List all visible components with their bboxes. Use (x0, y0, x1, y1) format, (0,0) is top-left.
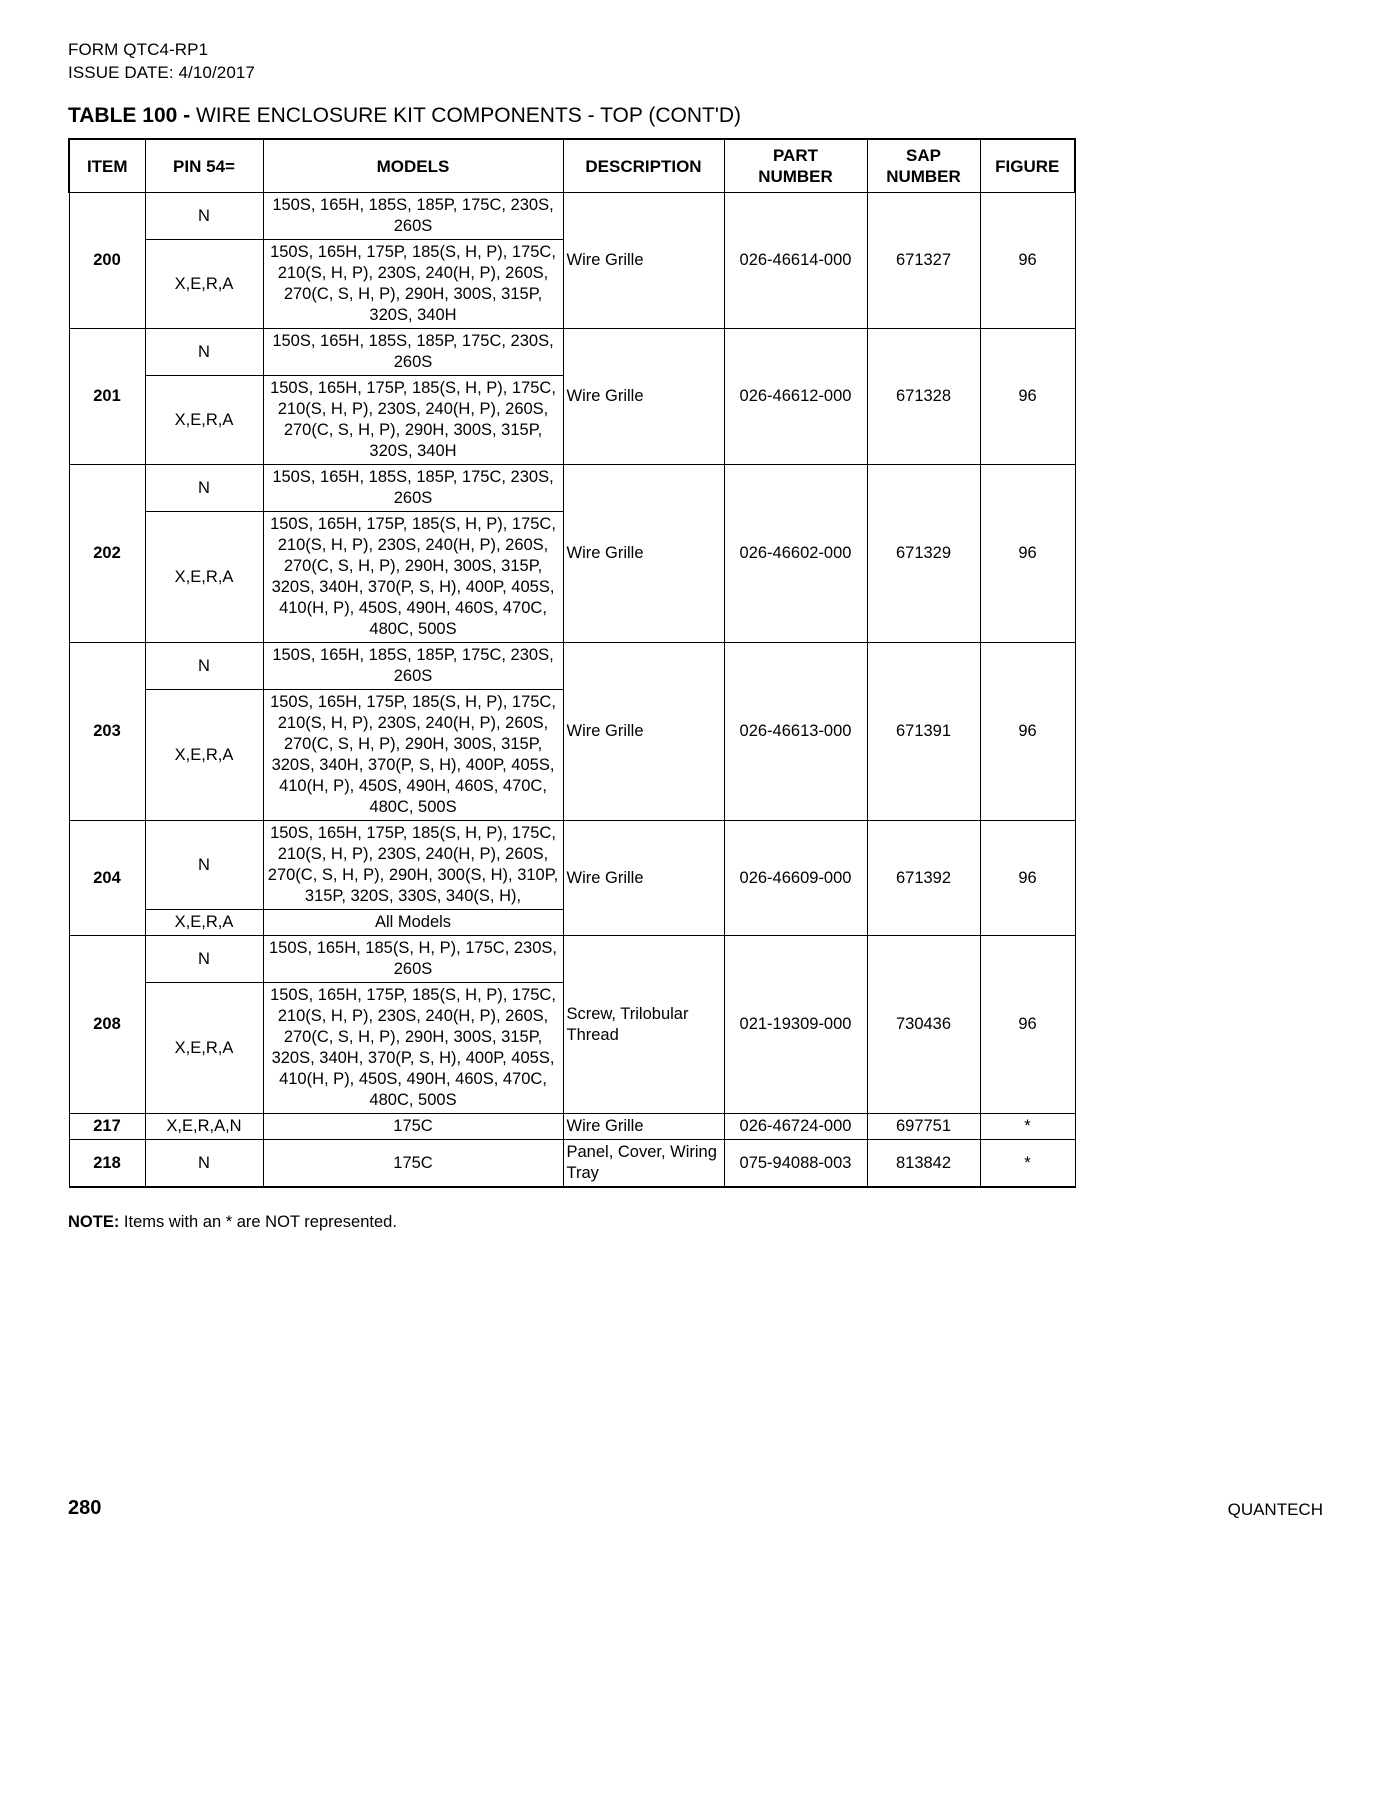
cell-pin: N (145, 465, 263, 512)
cell-models: 150S, 165H, 175P, 185(S, H, P), 175C, 210(S, H, P), 230S, 240(H, P), 260S, 270(C, S, H, P), 290H, 300S, 315P, 320S, 340H, 370(P, S, H), 400P, 405S, 410(H, P), 450S, 490H, 460S, 470C, 480C, 500S (263, 983, 563, 1114)
cell-pin: N (145, 329, 263, 376)
cell-description: Screw, Trilobular Thread (563, 936, 724, 1114)
cell-sap-number: 730436 (867, 936, 980, 1114)
column-header-figure: FIGURE (980, 139, 1075, 193)
cell-models: 150S, 165H, 175P, 185(S, H, P), 175C, 210(S, H, P), 230S, 240(H, P), 260S, 270(C, S, H, P), 290H, 300S, 315P, 320S, 340H, 370(P, S, H), 400P, 405S, 410(H, P), 450S, 490H, 460S, 470C, 480C, 500S (263, 690, 563, 821)
cell-pin: X,E,R,A (145, 240, 263, 329)
cell-part-number: 026-46612-000 (724, 329, 867, 465)
cell-description: Wire Grille (563, 193, 724, 329)
cell-pin: X,E,R,A,N (145, 1114, 263, 1140)
cell-sap-number: 671329 (867, 465, 980, 643)
cell-part-number: 026-46613-000 (724, 643, 867, 821)
cell-pin: N (145, 1140, 263, 1188)
column-header-models: MODELS (263, 139, 563, 193)
issue-date: ISSUE DATE: 4/10/2017 (68, 63, 255, 82)
column-header-sap-number (867, 139, 980, 193)
cell-models: 150S, 165H, 185S, 185P, 175C, 230S, 260S (263, 193, 563, 240)
cell-figure: 96 (980, 936, 1075, 1114)
cell-part-number: 026-46609-000 (724, 821, 867, 936)
cell-item: 202 (69, 465, 145, 643)
table-row (69, 465, 1075, 512)
table-row (69, 936, 1075, 983)
table-row (69, 821, 1075, 910)
cell-part-number: 026-46724-000 (724, 1114, 867, 1140)
cell-part-number: 026-46602-000 (724, 465, 867, 643)
cell-figure: * (980, 1140, 1075, 1188)
cell-figure: 96 (980, 329, 1075, 465)
cell-item: 201 (69, 329, 145, 465)
table-title-label: TABLE 100 - (68, 104, 191, 127)
cell-figure: 96 (980, 193, 1075, 329)
cell-models: 150S, 165H, 185S, 185P, 175C, 230S, 260S (263, 465, 563, 512)
parts-table (68, 138, 1076, 1188)
cell-part-number: 021-19309-000 (724, 936, 867, 1114)
part-number-line2: NUMBER (758, 167, 833, 186)
cell-figure: 96 (980, 821, 1075, 936)
column-header-part-number (724, 139, 867, 193)
cell-description: Wire Grille (563, 1114, 724, 1140)
cell-pin: X,E,R,A (145, 690, 263, 821)
cell-pin: N (145, 936, 263, 983)
cell-pin: X,E,R,A (145, 910, 263, 936)
cell-part-number: 075-94088-003 (724, 1140, 867, 1188)
table-header-row (69, 139, 1075, 193)
cell-sap-number: 671327 (867, 193, 980, 329)
table-row (69, 1140, 1075, 1188)
cell-figure: 96 (980, 465, 1075, 643)
note-label: NOTE: (68, 1213, 120, 1231)
cell-sap-number: 697751 (867, 1114, 980, 1140)
cell-item: 203 (69, 643, 145, 821)
page-number: 280 (68, 1497, 102, 1519)
cell-item: 208 (69, 936, 145, 1114)
cell-models: 175C (263, 1140, 563, 1188)
cell-sap-number: 813842 (867, 1140, 980, 1188)
cell-pin: N (145, 643, 263, 690)
table-title-text: WIRE ENCLOSURE KIT COMPONENTS - TOP (CONT'D) (190, 104, 741, 127)
part-number-line1: PART (772, 146, 818, 165)
document-header (68, 38, 255, 84)
note-text: Items with an * are NOT represented. (119, 1213, 397, 1231)
cell-sap-number: 671391 (867, 643, 980, 821)
cell-description: Wire Grille (563, 465, 724, 643)
cell-pin: X,E,R,A (145, 983, 263, 1114)
cell-description: Wire Grille (563, 821, 724, 936)
table-note (68, 1213, 397, 1232)
cell-pin: N (145, 193, 263, 240)
cell-item: 200 (69, 193, 145, 329)
column-header-item: ITEM (69, 139, 145, 193)
table-row (69, 1114, 1075, 1140)
table-row (69, 329, 1075, 376)
cell-models: 150S, 165H, 175P, 185(S, H, P), 175C, 210(S, H, P), 230S, 240(H, P), 260S, 270(C, S, H, P), 290H, 300S, 315P, 320S, 340H (263, 376, 563, 465)
column-header-description: DESCRIPTION (563, 139, 724, 193)
table-row (69, 643, 1075, 690)
cell-item: 218 (69, 1140, 145, 1188)
sap-number-line2: NUMBER (886, 167, 961, 186)
cell-models: 150S, 165H, 185S, 185P, 175C, 230S, 260S (263, 329, 563, 376)
cell-models: 150S, 165H, 185S, 185P, 175C, 230S, 260S (263, 643, 563, 690)
cell-sap-number: 671328 (867, 329, 980, 465)
cell-models: 175C (263, 1114, 563, 1140)
cell-description: Panel, Cover, Wiring Tray (563, 1140, 724, 1188)
cell-pin: N (145, 821, 263, 910)
cell-models: 150S, 165H, 185(S, H, P), 175C, 230S, 260S (263, 936, 563, 983)
table-body (69, 193, 1075, 1188)
cell-pin: X,E,R,A (145, 376, 263, 465)
footer-brand: QUANTECH (1227, 1500, 1323, 1519)
table-title (68, 103, 741, 129)
cell-figure: 96 (980, 643, 1075, 821)
cell-figure: * (980, 1114, 1075, 1140)
cell-pin: X,E,R,A (145, 512, 263, 643)
cell-part-number: 026-46614-000 (724, 193, 867, 329)
cell-models: 150S, 165H, 175P, 185(S, H, P), 175C, 210(S, H, P), 230S, 240(H, P), 260S, 270(C, S, H, P), 290H, 300(S, H), 310P, 315P, 320S, 330S, 340(S, H), (263, 821, 563, 910)
form-number: FORM QTC4-RP1 (68, 40, 209, 59)
cell-models: 150S, 165H, 175P, 185(S, H, P), 175C, 210(S, H, P), 230S, 240(H, P), 260S, 270(C, S, H, P), 290H, 300S, 315P, 320S, 340H, 370(P, S, H), 400P, 405S, 410(H, P), 450S, 490H, 460S, 470C, 480C, 500S (263, 512, 563, 643)
cell-models: 150S, 165H, 175P, 185(S, H, P), 175C, 210(S, H, P), 230S, 240(H, P), 260S, 270(C, S, H, P), 290H, 300S, 315P, 320S, 340H (263, 240, 563, 329)
cell-item: 204 (69, 821, 145, 936)
column-header-pin: PIN 54= (145, 139, 263, 193)
table-row (69, 193, 1075, 240)
cell-description: Wire Grille (563, 329, 724, 465)
table-header (69, 139, 1075, 193)
cell-sap-number: 671392 (867, 821, 980, 936)
cell-item: 217 (69, 1114, 145, 1140)
cell-description: Wire Grille (563, 643, 724, 821)
cell-models: All Models (263, 910, 563, 936)
sap-number-line1: SAP (906, 146, 941, 165)
